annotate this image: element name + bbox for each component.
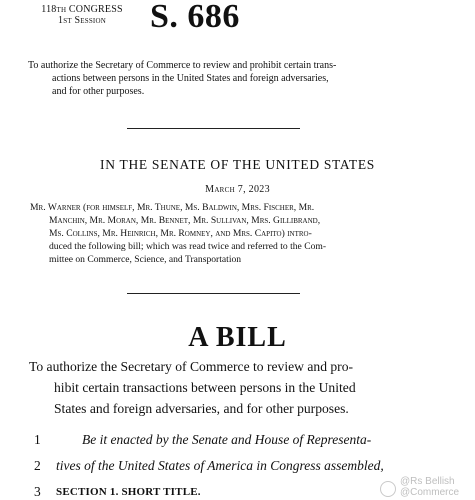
bill-heading: A BILL <box>188 322 287 353</box>
watermark-line-2: @Commerce <box>400 487 460 498</box>
congress-label: 118th CONGRESS <box>41 4 123 15</box>
enacting-clause-part-1: Be it enacted by the Senate and House of Representa- <box>82 432 372 447</box>
sponsors-line-2: Manchin, Mr. Moran, Mr. Bennet, Mr. Sullivan, Mrs. Gillibrand, <box>49 215 321 226</box>
sponsors-line-5: mittee on Commerce, Science, and Transportation <box>49 254 242 265</box>
purpose-summary <box>28 59 448 98</box>
chamber-heading: IN THE SENATE OF THE UNITED STATES <box>100 157 375 172</box>
purpose-full-line-2: hibit certain transactions between persons in the United <box>54 380 356 395</box>
watermark-line-1: @Rs Bellish <box>400 476 455 487</box>
purpose-full-line-3: States and foreign adversaries, and for other purposes. <box>54 401 349 416</box>
line-number: 2 <box>34 458 41 473</box>
circle-logo-icon <box>380 481 396 497</box>
session-label: 1st Session <box>58 15 106 26</box>
section-heading: SECTION 1. SHORT TITLE. <box>56 486 201 498</box>
purpose-full <box>29 356 449 419</box>
watermark <box>380 473 475 499</box>
sponsors-line-1: Mr. Warner (for himself, Mr. Thune, Ms. Baldwin, Mrs. Fischer, Mr. <box>30 202 315 213</box>
sponsors-line-4: duced the following bill; which was read twice and referred to the Com- <box>49 241 327 252</box>
bill-number: S. 686 <box>150 0 240 35</box>
purpose-full-line-1: To authorize the Secretary of Commerce to review and pro- <box>29 359 354 374</box>
purpose-summary-line-1: To authorize the Secretary of Commerce to review and prohibit certain trans- <box>28 60 337 71</box>
purpose-summary-line-3: and for other purposes. <box>52 86 145 97</box>
divider-bottom <box>127 293 300 294</box>
introduction-date: March 7, 2023 <box>205 184 270 195</box>
sponsors-line-3: Ms. Collins, Mr. Heinrich, Mr. Romney, and Mrs. Capito) intro- <box>49 228 312 239</box>
sponsors-paragraph <box>30 201 450 266</box>
congress-session-block <box>30 4 134 26</box>
enacting-clause-part-2: tives of the United States of America in Congress assembled, <box>56 458 384 473</box>
line-number: 3 <box>34 484 41 499</box>
line-number: 1 <box>34 432 41 447</box>
divider-top <box>127 128 300 129</box>
purpose-summary-line-2: actions between persons in the United States and foreign adversaries, <box>52 73 329 84</box>
